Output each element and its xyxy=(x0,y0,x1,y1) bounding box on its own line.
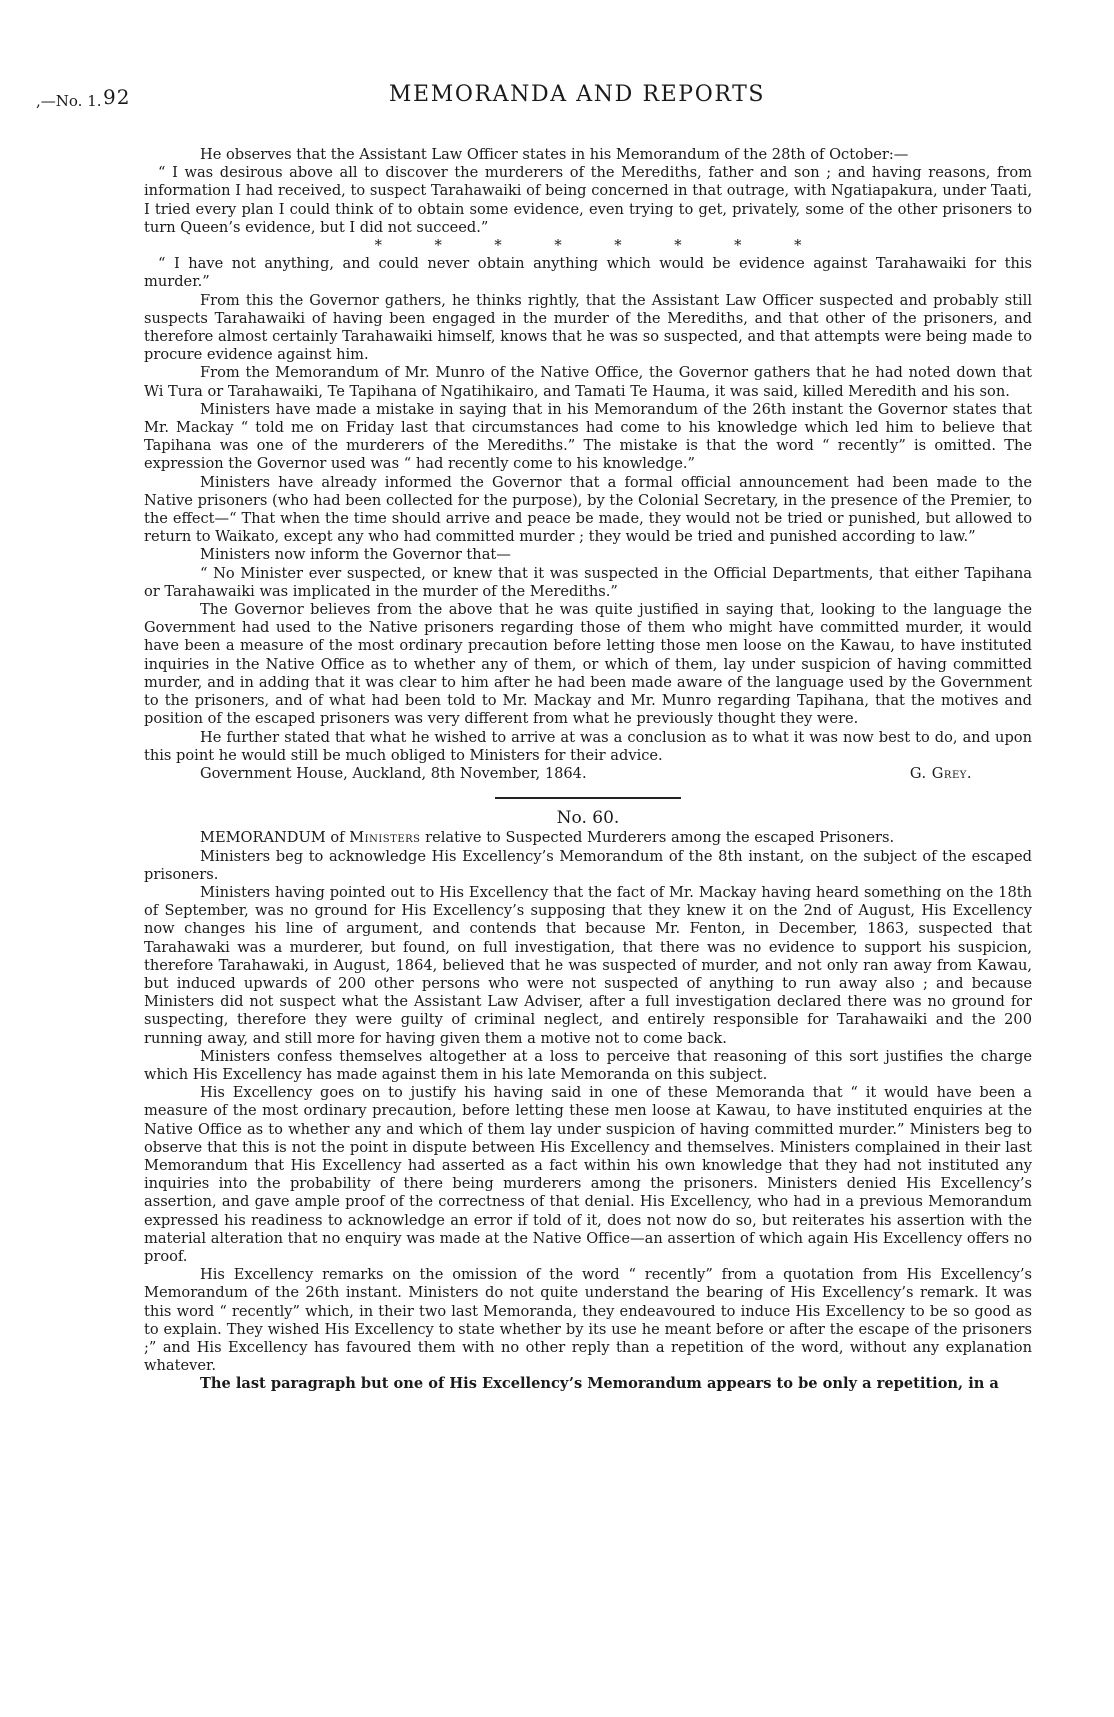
running-title: MEMORANDA AND REPORTS xyxy=(388,82,766,107)
paragraph: The Governor believes from the above that he was quite justified in saying that, looking to the language the Government had used to the Native prisoners regarding those of them who might have committed murder, it would have been a measure of the most ordinary precaution before letting those men loose on the Kawau, to have instituted inquiries in the Native Office as to whether any of them, or which of them, lay under suspicion of having committed murder, and in adding that it was clear to him after he had been made aware of the language used by the Government to the prisoners, and of what had been told to Mr. Mackay and Mr. Munro regarding Tapihana, that the motives and position of the escaped prisoners was very different from what he previously thought they were. xyxy=(144,601,1032,728)
page-number: 92 xyxy=(103,85,131,109)
memo-title xyxy=(144,829,1032,847)
page-header xyxy=(0,82,1114,116)
signoff-name: G. Grey. xyxy=(909,764,972,782)
memo-title-b: Ministers xyxy=(349,829,421,847)
ellipsis-stars: * * * * * * * * xyxy=(374,237,802,255)
paragraph: He observes that the Assistant Law Officer states in his Memorandum of the 28th of October:— xyxy=(200,146,909,163)
paragraph: Ministers having pointed out to His Excellency that the fact of Mr. Mackay having heard something on the 18th of September, was no ground for His Excellency’s supposing that they knew it on the 2nd of August, His Excellency now changes his line of argument, and contends that because Mr. Fenton, in December, 1863, suspected that Tarahawaki was a murderer, but found, on full investigation, that there was no evidence to support his suspicion, therefore Tarahawaki, in August, 1864, believed that he was suspected of murder, and not only ran away from Kawau, but induced upwards of 200 other persons who were not suspected of anything to run away also ; and because Ministers did not suspect what the Assistant Law Adviser, after a full investigation declared there was no ground for suspecting, therefore they were guilty of criminal neglect, and entirely responsible for Tarahawaiki and the 200 running away, and still more for having given them a motive not to come back. xyxy=(144,883,1032,1047)
quotation: “ No Minister ever suspected, or knew that it was suspected in the Official Departments, that either Tapihana or Tarahawaiki was implicated in the murder of the Merediths.” xyxy=(144,564,1032,600)
body-text xyxy=(144,146,1032,1394)
paragraph: His Excellency goes on to justify his having said in one of these Memoranda that “ it would have been a measure of the most ordinary precaution, before letting these men loose at Kawau, to have instituted enquiries at the Native Office as to whether any and which of them lay under suspicion of having committed murder.” Ministers beg to observe that this is not the point in dispute between His Excellency and themselves. Ministers complained in their last Memorandum that His Excellency had asserted as a fact within his own knowledge that they had not instituted any inquiries into the probability of there being murderers among the prisoners. Ministers denied His Excellency’s assertion, and gave ample proof of the correctness of that denial. His Excellency, who had in a previous Memorandum expressed his readiness to acknowledge an error if told of it, does not now do so, but reiterates his assertion with the material alteration that no enquiry was made at the Native Office—an assertion of which again His Excellency offers no proof. xyxy=(144,1084,1032,1265)
section-divider xyxy=(495,797,681,799)
paragraph: From the Memorandum of Mr. Munro of the Native Office, the Governor gathers that he had noted down that Wi Tura or Tarahawaiki, Te Tapihana of Ngatihikairo, and Tamati Te Hauma, it was said, killed Meredith and his son. xyxy=(144,364,1032,400)
memo-title-c: relative to Suspected Murderers among the escaped Prisoners. xyxy=(425,829,895,847)
paragraph: Ministers have made a mistake in saying that in his Memorandum of the 26th instant the Governor states that Mr. Mackay “ told me on Friday last that circumstances had come to his knowledge which led him to believe that Tapihana was one of the murderers of the Merediths.” The mistake is that the word “ recently” is omitted. The expression the Governor used was “ had recently come to his knowledge.” xyxy=(144,400,1032,473)
paragraph: His Excellency remarks on the omission of the word “ recently” from a quotation from His Excellency’s Memorandum of the 26th instant. Ministers do not quite understand the bearing of His Excellency’s remark. It was this word “ recently” which, in their two last Memoranda, they endeavoured to induce His Excellency to be so good as to explain. They wished His Excellency to state whether by its use he meant before or after the escape of the prisoners ;” and His Excellency has favoured them with no other reply than a repetition of the word, without any explanation whatever. xyxy=(144,1266,1032,1375)
paragraph: Ministers have already informed the Governor that a formal official announcement had been made to the Native prisoners (who had been collected for the purpose), by the Colonial Secretary, in the presence of the Premier, to the effect—“ That when the time should arrive and peace be made, they would not be tried or punished, but allowed to return to Waikato, except any who had committed murder ; they would be tried and punished according to law.” xyxy=(144,473,1032,546)
paragraph: Ministers beg to acknowledge His Excellency’s Memorandum of the 8th instant, on the subject of the escaped prisoners. xyxy=(144,847,1032,883)
signoff-place-date: Government House, Auckland, 8th November, 1864. xyxy=(200,764,587,782)
quotation: “ I have not anything, and could never obtain anything which would be evidence against Tarahawaiki for this murder.” xyxy=(144,255,1032,291)
paragraph: He further stated that what he wished to arrive at was a conclusion as to what it was now best to do, and upon this point he would still be much obliged to Ministers for their advice. xyxy=(144,728,1032,764)
paragraph: The last paragraph but one of His Excellency’s Memorandum appears to be only a repetition, in a xyxy=(200,1375,999,1393)
section-number: No. 60. xyxy=(556,808,620,829)
document-ref: ,—No. 1. xyxy=(36,92,102,110)
paragraph: Ministers now inform the Governor that— xyxy=(200,546,511,564)
memo-title-a: MEMORANDUM of xyxy=(200,829,345,847)
signoff xyxy=(144,765,1032,783)
quotation: “ I was desirous above all to discover the murderers of the Merediths, father and son ; and having reasons, from information I had received, to suspect Tarahawaiki of being concerned in that outrage, with Ngatiapakura, under Taati, I tried every plan I could think of to obtain some evidence, even trying to get, privately, some of the other prisoners to turn Queen’s evidence, but I did not succeed.” xyxy=(144,164,1032,236)
paragraph: Ministers confess themselves altogether at a loss to perceive that reasoning of this sort justifies the charge which His Excellency has made against them in his late Memoranda on this subject. xyxy=(144,1047,1032,1083)
paragraph: From this the Governor gathers, he thinks rightly, that the Assistant Law Officer suspected and probably still suspects Tarahawaiki of having been engaged in the murder of the Merediths, and that other of the prisoners, and therefore almost certainly Tarahawaiki himself, knows that he was so suspected, and that attempts were being made to procure evidence against him. xyxy=(144,291,1032,364)
